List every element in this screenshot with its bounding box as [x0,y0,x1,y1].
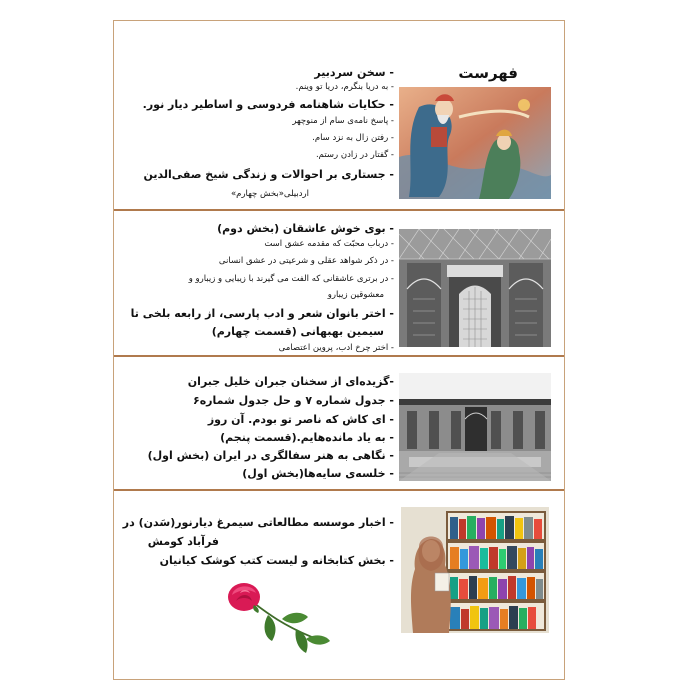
section-separator [114,355,564,357]
section-separator [114,209,564,211]
contents-line: - گفتار در زادن رستم. [315,150,394,160]
mosque-interior-photo [399,229,551,347]
contents-line: - به دریا بنگرم، دریا تو وینم. [295,82,394,92]
magazine-contents-page [113,20,565,680]
contents-line: - جدول شماره ۷ و حل جدول شماره۶ [192,394,394,407]
section-4-contents [104,517,394,573]
page-title: فهرست [458,64,518,82]
contents-line: - بخش کتابخانه و لیست کتب کوشک کیانیان [159,554,394,567]
contents-line: - ای کاش که ناصر تو بودم. آن روز [207,413,394,426]
contents-line: - بوی خوش عاشقان (بخش دوم) [217,222,394,235]
contents-line: - جستاری بر احوالات و زندگی شیخ صفی‌الدین [143,168,394,181]
contents-line: - رفتن زال به نزد سام. [312,133,394,143]
contents-line: سیمین بهبهانی (قسمت چهارم) [211,325,384,338]
contents-line: - در ذکر شواهد عقلی و شرعیتی در عشق انسانی [218,256,394,266]
section-3-contents [104,376,394,486]
library-bookshelf-photo [401,507,549,633]
contents-line: - در برتری عاشقانی که الفت می گیرند با زیبایی و زیبارو و [188,274,394,284]
contents-line: - حکایات شاهنامه فردوسی و اساطیر دیار نور. [142,98,394,111]
contents-line: - اختر بانوان شعر و ادب پارسی، از رابعه بلخی تا [130,307,394,320]
contents-line: - درباب محبّت که مقدمه عشق است [264,239,394,249]
contents-line: - پاسخ نامه‌ی سام از منوچهر [292,116,394,126]
contents-line: -گزیده‌ای از سخنان جبران خلیل جبران [187,375,394,388]
contents-line: معشوقین زیبارو [327,290,384,300]
section-1-contents [104,67,394,206]
section-2-contents [104,223,394,360]
contents-line: - خلسه‌ی سایه‌ها(بخش اول) [242,467,394,480]
contents-line: - نگاهی به هنر سفالگری در ایران (بخش اول) [147,449,394,462]
contents-line: اردبیلی«بخش چهارم» [230,189,309,199]
contents-line: - سخن سردبیر [314,66,394,79]
red-rose-illustration [224,581,336,659]
contents-line: - اختر چرخ ادب، پروین اعتصامی [278,343,394,353]
section-separator [114,489,564,491]
palace-courtyard-photo [399,373,551,481]
contents-line: - اخبار موسسه مطالعاتی سیمرغ دیارنور(سَدن) در [122,516,394,529]
persian-miniature-painting [399,87,551,199]
contents-line: - به یاد مانده‌هایم.(قسمت پنجم) [220,431,394,444]
contents-line: فرآباد کومش [147,535,219,548]
